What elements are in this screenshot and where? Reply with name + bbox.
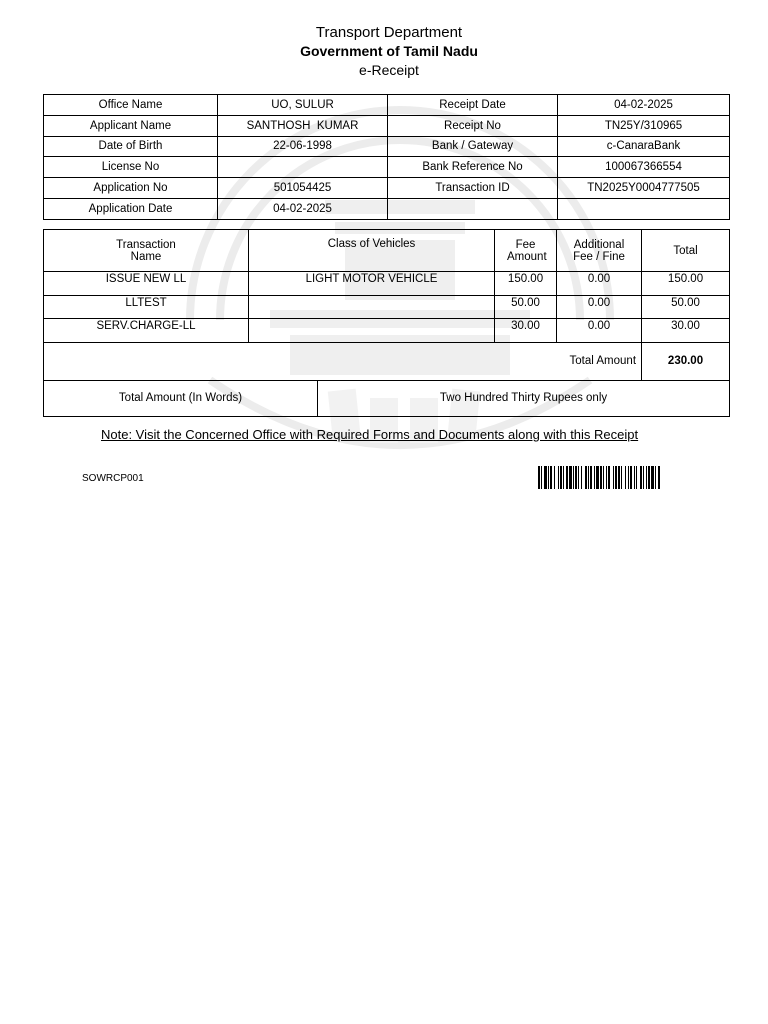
info-label: Applicant Name	[44, 115, 218, 136]
info-value: 100067366554	[558, 157, 730, 178]
total-in-words-row	[44, 380, 730, 416]
info-label: Bank / Gateway	[388, 136, 558, 157]
info-label: Receipt No	[388, 115, 558, 136]
barcode-icon	[538, 466, 720, 489]
col-header-class-of-vehicles: Class of Vehicles	[249, 230, 495, 272]
fee-amount-cell: 50.00	[495, 295, 557, 319]
additional-fee-cell: 0.00	[557, 319, 642, 343]
total-cell: 30.00	[642, 319, 730, 343]
col-header-total: Total	[642, 230, 730, 272]
government-title: Government of Tamil Nadu	[300, 43, 478, 59]
info-value: c-CanaraBank	[558, 136, 730, 157]
fee-amount-cell: 30.00	[495, 319, 557, 343]
class-of-vehicles-cell	[249, 319, 495, 343]
info-label	[388, 198, 558, 219]
info-label: Bank Reference No	[388, 157, 558, 178]
table-row	[44, 295, 730, 319]
info-label: Receipt Date	[388, 95, 558, 116]
transaction-name-cell: ISSUE NEW LL	[44, 272, 249, 296]
additional-fee-cell: 0.00	[557, 272, 642, 296]
info-label: Date of Birth	[44, 136, 218, 157]
info-value	[218, 157, 388, 178]
info-value: SANTHOSH KUMAR	[218, 115, 388, 136]
total-amount-label: Total Amount	[44, 342, 642, 380]
table-row	[44, 136, 730, 157]
total-amount-row	[44, 342, 730, 380]
department-title: Transport Department	[315, 24, 463, 41]
col-header-transaction-name: Transaction Name	[44, 230, 249, 272]
info-value: 22-06-1998	[218, 136, 388, 157]
receipt-note: Note: Visit the Concerned Office with Required Forms and Documents along with this Receipt	[101, 427, 639, 442]
info-value: 04-02-2025	[218, 198, 388, 219]
table-row	[44, 95, 730, 116]
class-of-vehicles-cell: LIGHT MOTOR VEHICLE	[249, 272, 495, 296]
info-label: Transaction ID	[388, 178, 558, 199]
col-header-additional-fee: Additional Fee / Fine	[557, 230, 642, 272]
info-label: License No	[44, 157, 218, 178]
table-row	[44, 157, 730, 178]
info-label: Application No	[44, 178, 218, 199]
total-amount-value: 230.00	[642, 342, 730, 380]
receipt-header	[0, 23, 768, 79]
total-cell: 50.00	[642, 295, 730, 319]
receipt-type-title: e-Receipt	[359, 62, 419, 78]
fee-details-table	[43, 229, 730, 417]
info-value: TN2025Y0004777505	[558, 178, 730, 199]
info-value: 501054425	[218, 178, 388, 199]
transaction-name-cell: SERV.CHARGE-LL	[44, 319, 249, 343]
transaction-name-cell: LLTEST	[44, 295, 249, 319]
info-value: 04-02-2025	[558, 95, 730, 116]
form-code: SOWRCP001	[82, 473, 144, 484]
info-label: Application Date	[44, 198, 218, 219]
table-row	[44, 272, 730, 296]
table-row	[44, 319, 730, 343]
total-words-label: Total Amount (In Words)	[44, 380, 318, 416]
total-words-value: Two Hundred Thirty Rupees only	[318, 380, 730, 416]
table-header-row	[44, 230, 730, 272]
class-of-vehicles-cell	[249, 295, 495, 319]
info-value	[558, 198, 730, 219]
info-value: TN25Y/310965	[558, 115, 730, 136]
col-header-fee-amount: Fee Amount	[495, 230, 557, 272]
total-cell: 150.00	[642, 272, 730, 296]
fee-amount-cell: 150.00	[495, 272, 557, 296]
additional-fee-cell: 0.00	[557, 295, 642, 319]
table-row	[44, 115, 730, 136]
table-row	[44, 178, 730, 199]
table-row	[44, 198, 730, 219]
info-value: UO, SULUR	[218, 95, 388, 116]
info-label: Office Name	[44, 95, 218, 116]
applicant-info-table	[43, 94, 730, 220]
